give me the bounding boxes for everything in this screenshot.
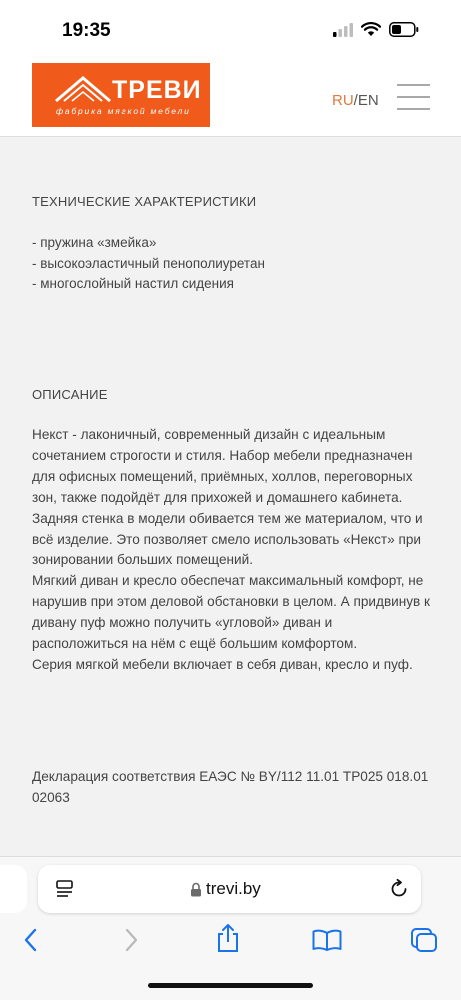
description-paragraph: Мягкий диван и кресло обеспечат максимальный комфорт, не нарушив при этом деловой обстановки в целом. А придвинув к дивану пуф можно получить «угловой» диван и расположиться на нём с ещё большим комфортом. bbox=[32, 573, 431, 652]
language-switcher bbox=[332, 92, 379, 109]
lang-ru[interactable]: RU bbox=[332, 92, 354, 109]
menu-button[interactable] bbox=[397, 84, 430, 110]
battery-icon bbox=[389, 22, 419, 37]
previous-tab-card[interactable] bbox=[0, 865, 27, 913]
description-text bbox=[32, 425, 432, 676]
roof-logo-icon bbox=[54, 75, 112, 103]
declaration-text: Декларация соответствия ЕАЭС № BY/112 11.01 ТР025 018.01 02063 bbox=[32, 769, 429, 805]
menu-line bbox=[397, 96, 430, 98]
spec-item: - многослойный настил сидения bbox=[32, 276, 234, 291]
lang-separator: / bbox=[353, 92, 358, 109]
status-time: 19:35 bbox=[62, 20, 111, 41]
lang-en[interactable]: EN bbox=[357, 92, 379, 109]
specs-list bbox=[32, 233, 265, 295]
specs-title: ТЕХНИЧЕСКИЕ ХАРАКТЕРИСТИКИ bbox=[32, 194, 257, 209]
description-paragraph: Некст - лаконичный, современный дизайн с идеальным сочетанием строгости и стиля. Набор мебели предназначен для офисных помещений, приёмных, холлов, переговорных зон, также подойдёт для прихожей и домашнего кабинета. Задняя стенка в модели обивается тем же материалом, что и всё изделие. Это позволяет смело использовать «Некст» при зонировании больших помещений. bbox=[32, 427, 423, 568]
site-header bbox=[0, 60, 461, 137]
lock-icon bbox=[190, 882, 202, 897]
reader-icon[interactable] bbox=[56, 880, 76, 898]
logo-text: ТРЕВИ bbox=[112, 76, 202, 104]
forward-icon[interactable] bbox=[122, 927, 140, 953]
signal-icon bbox=[333, 23, 353, 37]
reload-icon[interactable] bbox=[389, 879, 409, 899]
wifi-icon bbox=[361, 22, 381, 37]
status-icons bbox=[333, 22, 419, 37]
address-bar[interactable] bbox=[38, 865, 421, 913]
share-icon[interactable] bbox=[216, 923, 240, 953]
home-indicator bbox=[148, 983, 313, 988]
tabs-icon[interactable] bbox=[410, 927, 438, 953]
description-paragraph: Серия мягкой мебели включает в себя диван, кресло и пуф. bbox=[32, 656, 413, 672]
logo[interactable] bbox=[32, 63, 210, 127]
menu-line bbox=[397, 84, 430, 86]
status-bar bbox=[0, 0, 461, 60]
bookmarks-icon[interactable] bbox=[312, 929, 342, 951]
description-title: ОПИСАНИЕ bbox=[32, 387, 108, 402]
spec-item: - пружина «змейка» bbox=[32, 235, 157, 250]
spec-item: - высокоэластичный пенополиуретан bbox=[32, 255, 265, 271]
logo-subtitle: фабрика мягкой мебели bbox=[56, 106, 191, 116]
url-text: trevi.by bbox=[206, 879, 261, 898]
back-icon[interactable] bbox=[22, 927, 40, 953]
browser-toolbar bbox=[0, 856, 461, 1000]
menu-line bbox=[397, 108, 430, 110]
